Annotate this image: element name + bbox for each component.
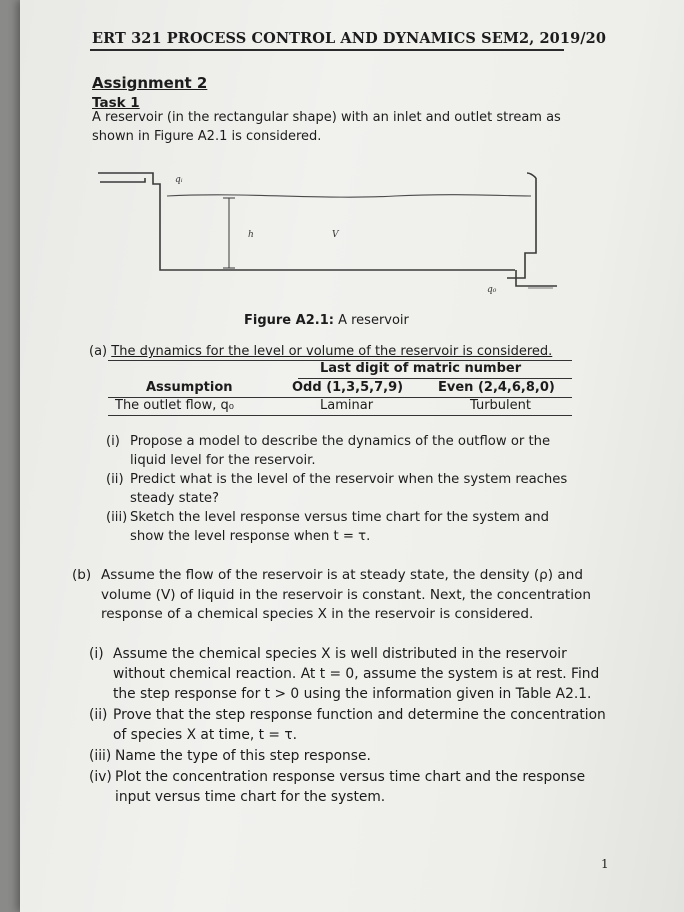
label-qi: qᵢ <box>175 175 183 185</box>
table-cell-even: Turbulent <box>470 398 531 413</box>
table-row <box>108 398 580 416</box>
part-a-questions <box>106 433 584 547</box>
table-col-even: Even (2,4,6,8,0) <box>438 380 555 395</box>
question-text: Prove that the step response function and determine the concentration of species X at time, t = τ. <box>113 707 606 743</box>
task-title: Task 1 <box>92 95 140 111</box>
table-bottom-rule <box>108 415 572 416</box>
question-text: Name the type of this step response. <box>115 748 371 764</box>
label-qo: q₀ <box>487 285 497 295</box>
question-text: Sketch the level response versus time chart for the system and show the level response when t = τ. <box>130 510 550 544</box>
course-header: ERT 321 PROCESS CONTROL AND DYNAMICS SEM2, 2019/20 <box>92 30 607 47</box>
part-b-label: (b) <box>72 567 92 583</box>
question-text: Predict what is the level of the reservoir when the system reaches steady state? <box>130 472 568 506</box>
part-b-questions <box>89 644 607 808</box>
question-number: (i) <box>106 434 120 449</box>
list-item <box>89 705 607 745</box>
question-text: Assume the chemical species X is well distributed in the reservoir without chemical reaction. At t = 0, assume the system is at rest. Find the step response for t > 0 using the information given in Table A2.1. <box>113 646 600 702</box>
part-b-statement <box>72 566 592 625</box>
header-rule <box>90 49 564 51</box>
part-a-text: The dynamics for the level or volume of the reservoir is considered. <box>111 344 553 359</box>
figure-caption-label: Figure A2.1: <box>244 313 334 328</box>
question-text: Plot the concentration response versus time chart and the response input versus time chart for the system. <box>115 769 586 805</box>
question-number: (iv) <box>89 769 112 785</box>
table-header-row <box>108 380 580 398</box>
question-text: Propose a model to describe the dynamics of the outflow or the liquid level for the reservoir. <box>130 434 551 468</box>
question-number: (ii) <box>89 707 108 723</box>
part-b-text: Assume the flow of the reservoir is at steady state, the density (ρ) and volume (V) of liquid in the reservoir is constant. Next, the concentration response of a chemical species X in the reservoir is considered. <box>101 567 591 622</box>
assignment-title: Assignment 2 <box>92 74 208 92</box>
tank-wall-left <box>160 186 515 270</box>
label-v: V <box>332 230 339 240</box>
part-a-label: (a) <box>89 344 108 359</box>
label-h: h <box>248 230 254 240</box>
list-item <box>106 509 584 546</box>
list-item <box>106 471 584 508</box>
list-item <box>89 644 607 704</box>
list-item <box>106 433 584 470</box>
list-item <box>89 767 607 807</box>
question-number: (ii) <box>106 472 124 487</box>
table-col-assumption: Assumption <box>146 380 233 395</box>
water-surface <box>167 195 531 197</box>
question-number: (iii) <box>89 748 112 764</box>
table-group-header-row <box>108 361 580 379</box>
page-number: 1 <box>601 857 609 871</box>
tank-wall-right <box>507 178 536 278</box>
figure-caption-text: A reservoir <box>333 313 409 328</box>
inlet-pipe <box>98 173 160 186</box>
question-number: (iii) <box>106 510 128 525</box>
table-sub-rule <box>298 378 572 379</box>
part-a-statement <box>89 344 552 359</box>
overflow-top <box>527 173 536 178</box>
table-cell-odd: Laminar <box>320 398 374 413</box>
question-number: (i) <box>89 646 104 662</box>
task-intro: A reservoir (in the rectangular shape) with an inlet and outlet stream as shown in Figure A2.1 is considered. <box>92 110 561 144</box>
table-group-header: Last digit of matric number <box>320 361 522 376</box>
list-item <box>89 746 607 766</box>
table-row-label: The outlet flow, q₀ <box>115 398 234 413</box>
inlet-pipe-bottom <box>100 178 145 182</box>
reservoir-figure <box>95 160 565 310</box>
table-col-odd: Odd (1,3,5,7,9) <box>292 380 404 395</box>
figure-caption <box>244 313 409 328</box>
